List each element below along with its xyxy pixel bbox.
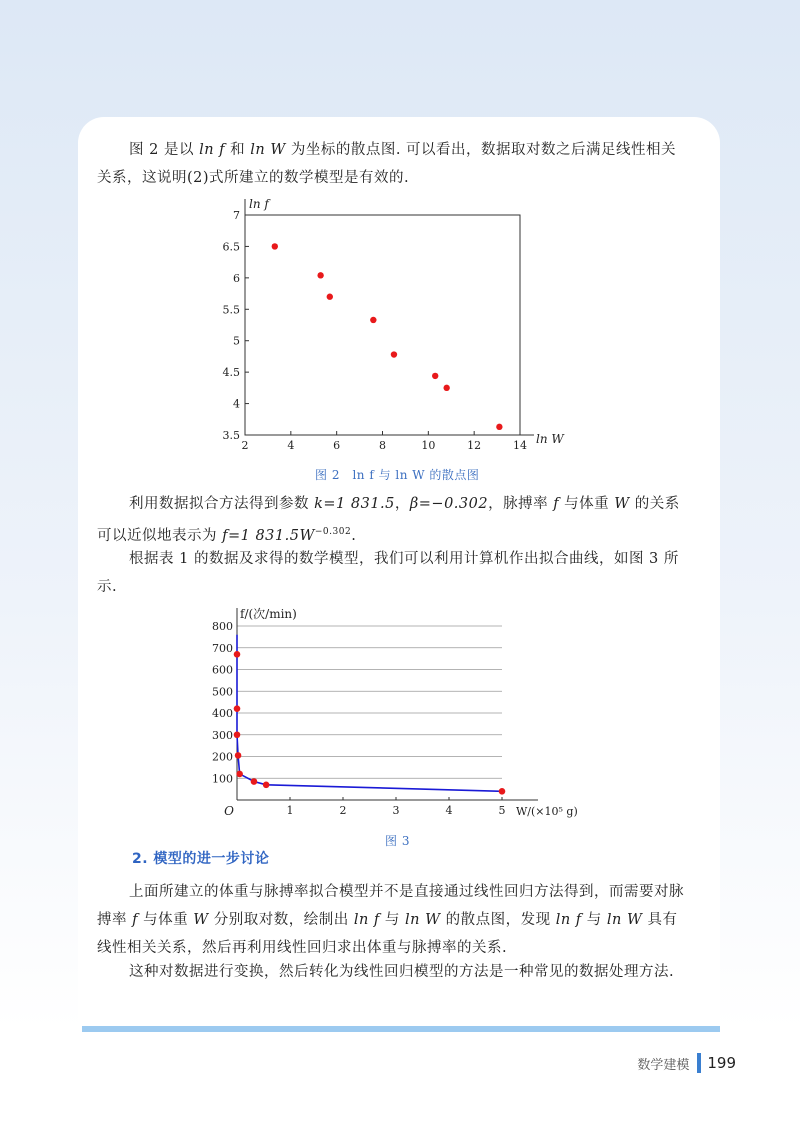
y-tick-label: 5.5 bbox=[222, 303, 240, 317]
plot-frame bbox=[245, 215, 520, 435]
y-tick-label: 700 bbox=[212, 641, 233, 655]
bottom-divider bbox=[82, 1026, 720, 1032]
y-tick-label: 500 bbox=[212, 685, 233, 699]
data-point bbox=[235, 752, 242, 759]
scatter-point bbox=[327, 294, 333, 300]
data-point bbox=[234, 651, 241, 658]
x-tick-label: 2 bbox=[241, 439, 249, 452]
x-tick-label: 1 bbox=[286, 804, 294, 817]
figure-3-caption: 图 3 bbox=[385, 834, 410, 848]
x-tick-label: 5 bbox=[498, 804, 506, 817]
footer-bar bbox=[697, 1053, 701, 1073]
scatter-point bbox=[370, 317, 376, 323]
fitted-curve-chart bbox=[196, 600, 586, 832]
y-tick-label: 3.5 bbox=[222, 429, 240, 442]
y-tick-label: 600 bbox=[212, 663, 233, 677]
x-tick-label: 3 bbox=[392, 804, 400, 817]
origin-label: O bbox=[224, 804, 234, 818]
paragraph-2: 利用数据拟合方法得到参数 k=1 831.5，β=−0.302，脉搏率 f 与体重 W 的关系可以近似地表示为 f=1 $831.5W^{-0.302}$. bbox=[97, 496, 680, 544]
x-tick-label: 6 bbox=[333, 439, 341, 452]
y-axis-title: ln f bbox=[249, 197, 269, 211]
y-tick-label: 400 bbox=[212, 707, 233, 720]
x-tick-label: 8 bbox=[379, 439, 386, 452]
paragraph-4: 上面所建立的体重与脉搏率拟合模型并不是直接通过线性回归方法得到，而需要对脉搏率 f 与体重 W 分别取对数，绘制出 ln f 与 ln W 的散点图，发现 ln f 与 ln W 具有线性相关关系，然后再利用线性回归求出体重与脉搏率的关系. bbox=[97, 884, 684, 956]
x-tick-label: 4 bbox=[287, 439, 295, 452]
x-axis-title: ln W bbox=[536, 432, 564, 446]
page-number: 199 bbox=[707, 1054, 736, 1072]
y-tick-label: 300 bbox=[212, 728, 233, 742]
data-point bbox=[234, 705, 241, 712]
y-tick-label: 6.5 bbox=[222, 240, 240, 254]
y-tick-label: 800 bbox=[212, 620, 233, 633]
y-tick-label: 5 bbox=[233, 334, 240, 348]
y-tick-label: 200 bbox=[212, 750, 233, 764]
scatter-point bbox=[432, 373, 438, 379]
data-point bbox=[234, 731, 241, 738]
y-tick-label: 100 bbox=[212, 772, 233, 786]
paragraph-1: 图 2 是以 ln f 和 ln W 为坐标的散点图. 可以看出，数据取对数之后满足线性相关关系，这说明(2)式所建立的数学模型是有效的. bbox=[97, 142, 677, 186]
scatter-point bbox=[272, 243, 278, 249]
page-footer bbox=[637, 1053, 736, 1073]
x-axis-title: W/(×10⁵ g) bbox=[516, 805, 578, 818]
scatter-point bbox=[496, 424, 502, 430]
data-point bbox=[236, 771, 243, 778]
lnf-lnW-scatter-chart bbox=[222, 197, 575, 455]
scatter-point bbox=[317, 272, 323, 278]
x-tick-label: 10 bbox=[421, 439, 436, 452]
footer-chapter-label: 数学建模 bbox=[637, 1057, 690, 1073]
y-tick-label: 7 bbox=[233, 209, 240, 222]
data-point bbox=[263, 781, 270, 788]
y-tick-label: 4 bbox=[233, 397, 240, 411]
section-heading: 2. 模型的进一步讨论 bbox=[132, 851, 270, 867]
data-point bbox=[499, 788, 506, 795]
scatter-point bbox=[443, 385, 449, 391]
x-tick-label: 2 bbox=[339, 804, 347, 817]
x-tick-label: 4 bbox=[445, 804, 453, 817]
x-tick-label: 12 bbox=[467, 439, 482, 452]
paragraph-5: 这种对数据进行变换，然后转化为线性回归模型的方法是一种常见的数据处理方法. bbox=[129, 964, 675, 980]
x-tick-label: 14 bbox=[513, 439, 527, 452]
paragraph-3: 根据表 1 的数据及求得的数学模型，我们可以利用计算机作出拟合曲线，如图 3 所示. bbox=[97, 551, 679, 595]
data-point bbox=[251, 778, 258, 785]
y-tick-label: 4.5 bbox=[222, 366, 240, 380]
y-tick-label: 6 bbox=[233, 271, 240, 285]
scatter-point bbox=[391, 351, 397, 357]
figure-2-caption: 图 2 ln f 与 ln W 的散点图 bbox=[315, 468, 480, 482]
y-axis-title: f/(次/min) bbox=[240, 607, 297, 621]
